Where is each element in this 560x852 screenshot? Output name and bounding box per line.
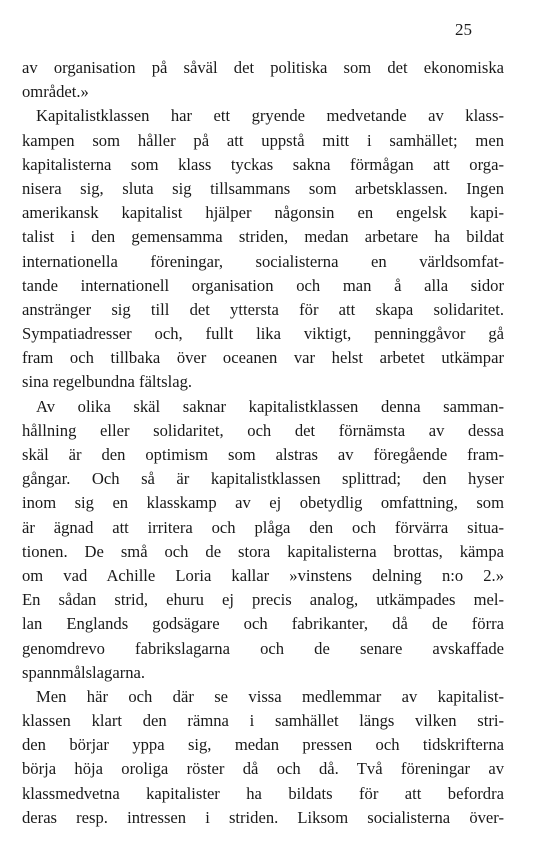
text-line: den börjar yppa sig, medan pressen och tidskrifterna bbox=[22, 735, 504, 755]
paragraph bbox=[22, 104, 504, 394]
text-line: tionen. De små och de stora kapitalisterna brottas, kämpa bbox=[22, 541, 504, 561]
text-line: sina regelbundna fältslag. bbox=[22, 372, 193, 392]
text-line: gångar. Och så är kapitalistklassen splittrad; den hyser bbox=[22, 469, 504, 489]
text-line: spannmålslagarna. bbox=[22, 662, 146, 682]
text-line: klassmedvetna kapitalister ha bildats för att befordra bbox=[22, 783, 504, 803]
paragraph bbox=[22, 395, 504, 685]
text-line: området.» bbox=[22, 82, 89, 102]
text-line: genomdrevo fabrikslagarna och de senare avskaffade bbox=[22, 638, 504, 658]
text-line: tande internationell organisation och man å alla sidor bbox=[22, 275, 504, 295]
text-line: klassen klart den rämna i samhället längs vilken stri- bbox=[22, 711, 504, 731]
text-line: inom sig en klasskamp av ej obetydlig omfattning, som bbox=[22, 493, 504, 513]
page-number: 25 bbox=[455, 20, 472, 39]
paragraph bbox=[22, 56, 504, 104]
text-line: amerikansk kapitalist hjälper någonsin en engelsk kapi- bbox=[22, 203, 504, 223]
text-line: Kapitalistklassen har ett gryende medvetande av klass- bbox=[36, 106, 504, 126]
text-line: Men här och där se vissa medlemmar av kapitalist- bbox=[36, 686, 504, 706]
text-line: är ägnad att irritera och plåga den och förvärra situa- bbox=[22, 517, 504, 537]
text-line: Av olika skäl saknar kapitalistklassen denna samman- bbox=[36, 396, 504, 416]
text-line: om vad Achille Loria kallar »vinstens delning n:o 2.» bbox=[22, 565, 504, 585]
text-line: Sympatiadresser och, fullt lika viktigt, penninggåvor gå bbox=[22, 324, 504, 344]
text-line: fram och tillbaka över oceanen var helst arbetet utkämpar bbox=[22, 348, 504, 368]
text-line: börja höja oroliga röster då och då. Två föreningar av bbox=[22, 759, 504, 779]
text-line: kapitalisterna som klass tyckas sakna förmågan att orga- bbox=[22, 154, 504, 174]
text-line: deras resp. intressen i striden. Liksom socialisterna över- bbox=[22, 807, 504, 827]
paragraph bbox=[22, 685, 504, 830]
text-line: av organisation på såväl det politiska som det ekonomiska bbox=[22, 58, 504, 77]
text-line: En sådan strid, ehuru ej precis analog, utkämpades mel- bbox=[22, 590, 504, 610]
text-line: internationella föreningar, socialisterna en världsomfat- bbox=[22, 251, 504, 271]
text-line: kampen som håller på att uppstå mitt i samhället; men bbox=[22, 130, 504, 150]
text-line: lan Englands godsägare och fabrikanter, då de förra bbox=[22, 614, 504, 634]
text-line: talist i den gemensamma striden, medan arbetare ha bildat bbox=[22, 227, 504, 247]
body-text bbox=[22, 56, 504, 830]
text-line: hållning eller solidaritet, och det förnämsta av dessa bbox=[22, 420, 504, 440]
text-line: nisera sig, sluta sig tillsammans som arbetsklassen. Ingen bbox=[22, 178, 504, 198]
text-line: anstränger sig till det yttersta för att skapa solidaritet. bbox=[22, 299, 504, 319]
text-line: skäl är den optimism som alstras av föregående fram- bbox=[22, 445, 504, 464]
